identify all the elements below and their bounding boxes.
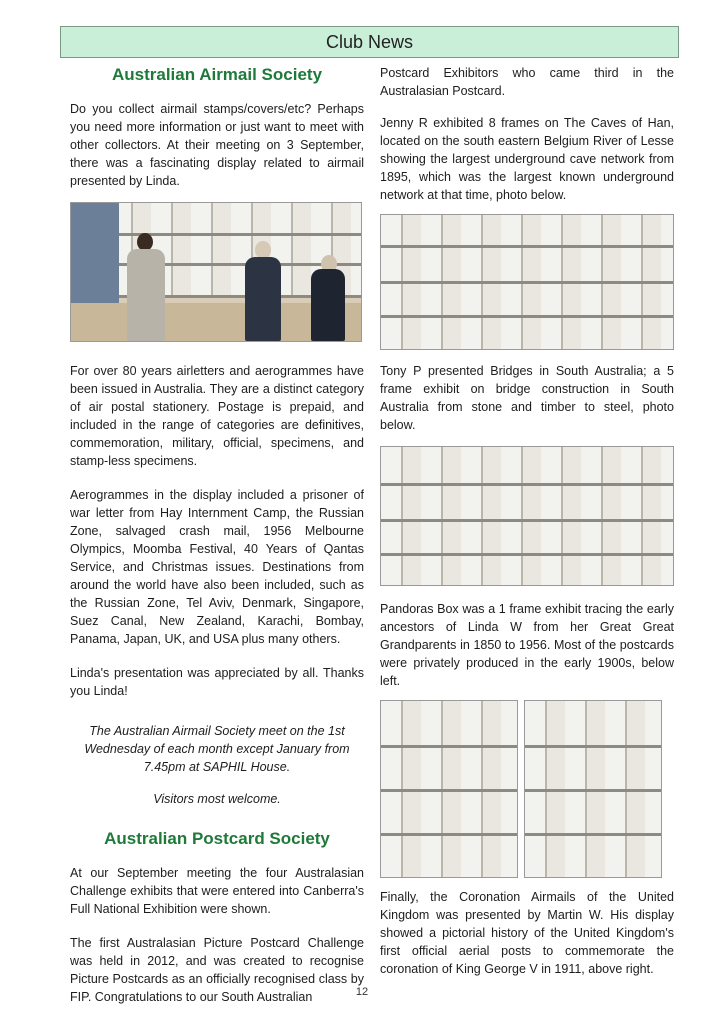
postcard-meeting-paragraph: At our September meeting the four Australasian Challenge exhibits that were entered into Canberra's Full National Exhibition were shown.: [70, 866, 364, 916]
right-column: [380, 64, 674, 978]
exhibitors-paragraph: Postcard Exhibitors who came third in the Australasian Postcard.: [380, 66, 674, 98]
caves-of-han-paragraph: Jenny R exhibited 8 frames on The Caves of Han, located on the south eastern Belgium River of Lesse showing the largest underground cave network from 1895, which was the largest known underground network at that time, photo below.: [380, 116, 674, 202]
coronation-airmails-photo: [524, 700, 662, 878]
coronation-airmails-paragraph: Finally, the Coronation Airmails of the United Kingdom was presented by Martin W. His display showed a pictorial history of the United Kingdom's first official aerial posts to commemorate the coronation of King George V in 1911, above right.: [380, 890, 674, 976]
pandoras-box-paragraph: Pandoras Box was a 1 frame exhibit tracing the early ancestors of Linda W from her Great Great Grandparents in 1850 to 1956. Most of the postcards were privately produced in the early 1900s, below left.: [380, 602, 674, 688]
airmail-society-heading: Australian Airmail Society: [111, 65, 323, 84]
thanks-paragraph: Linda's presentation was appreciated by all. Thanks you Linda!: [70, 666, 364, 698]
pandoras-box-photo: [380, 700, 518, 878]
bridges-paragraph: Tony P presented Bridges in South Australia; a 5 frame exhibit on bridge construction in South Australia from stone and timber to steel, photo below.: [380, 364, 674, 432]
aerogrammes-history-paragraph: For over 80 years airletters and aerogrammes have been issued in Australia. They are a distinct category of air postal stationery. Postage is prepaid, and included in the range of categories are definitives, commemoration, military, official, specimens, and stamp-less specimens.: [70, 364, 364, 468]
airmail-display-photo: [70, 202, 362, 342]
postcard-society-heading: Australian Postcard Society: [104, 829, 330, 848]
left-column: [70, 64, 364, 1006]
meeting-note: The Australian Airmail Society meet on the 1st Wednesday of each month except January from 7.45pm at SAPHIL House.: [84, 724, 350, 774]
visitors-note: Visitors most welcome.: [153, 792, 281, 806]
banner-title: Club News: [325, 32, 414, 52]
page-number: 12: [355, 986, 369, 998]
bridges-photo: [380, 446, 674, 586]
section-banner: [60, 26, 679, 58]
caves-of-han-photo: [380, 214, 674, 350]
aerogrammes-display-paragraph: Aerogrammes in the display included a prisoner of war letter from Hay Internment Camp, the Russian Zone, salvaged crash mail, 1956 Melbourne Olympics, Moomba Festival, 40 Years of Qantas Service, and Christmas issues. Destinations from around the world have also been included, such as the Russian Zone, Tel Aviv, Denmark, Singapore, Suez Canal, New Zealand, Karachi, Bombay, Panama, Japan, UK, and USA plus many others.: [70, 488, 364, 646]
airmail-intro-paragraph: Do you collect airmail stamps/covers/etc? Perhaps you need more information or just want to meet with other collectors. At their meeting on 3 September, there was a fascinating display related to airmail presented by Linda.: [70, 102, 364, 188]
postcard-challenge-paragraph: The first Australasian Picture Postcard Challenge was held in 2012, and was created to recognise Picture Postcards as an officially recognised class by FIP. Congratulations to our South Australian: [70, 936, 364, 1004]
